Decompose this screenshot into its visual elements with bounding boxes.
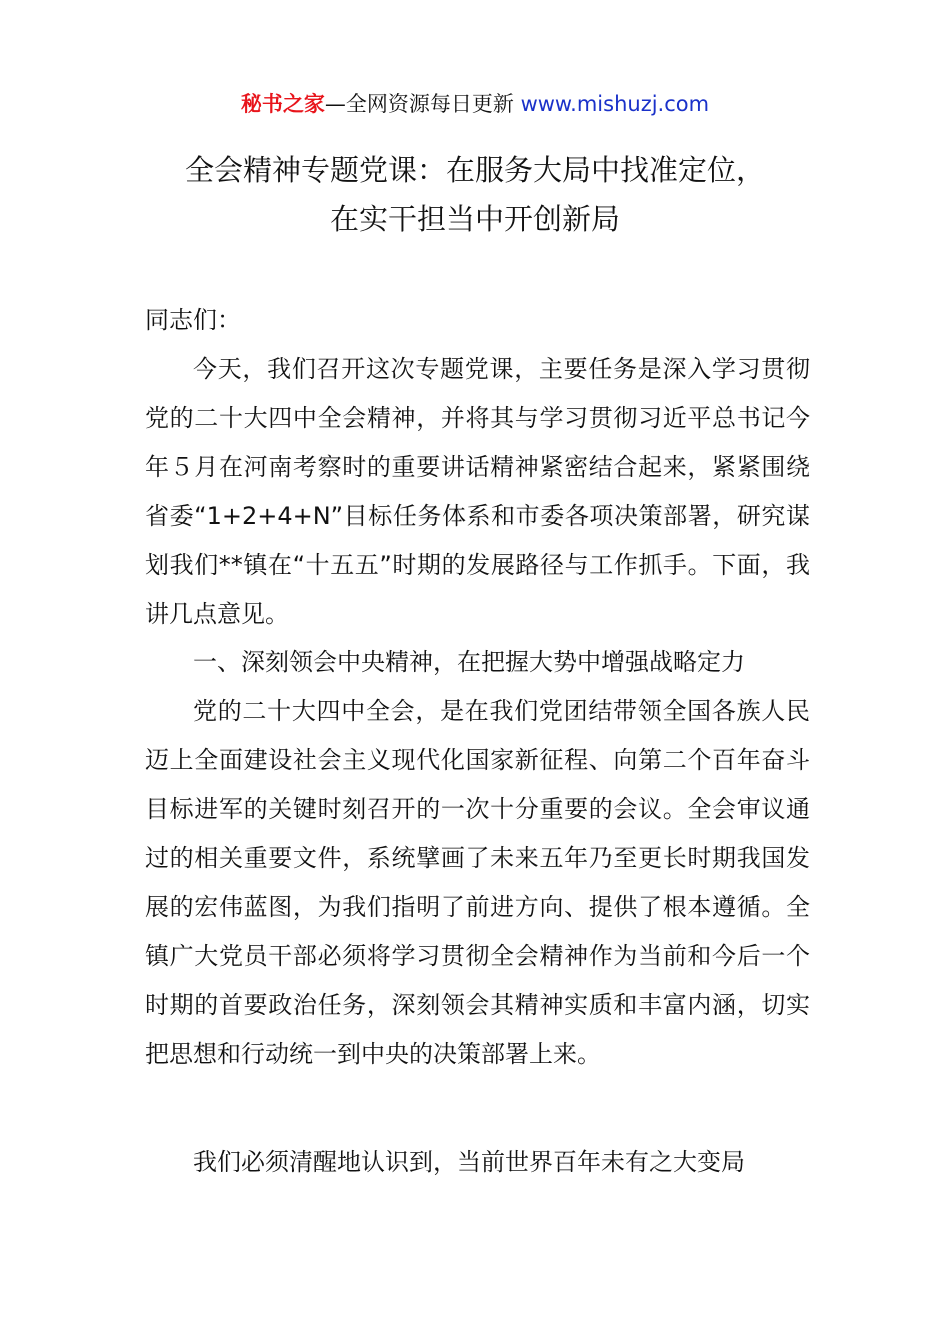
paragraph-1-text: 今天，我们召开这次专题党课，主要任务是深入学习贯彻党的二十大四中全会精神，并将其与学习贯彻习近平总书记今年５月在河南考察时的重要讲话精神紧密结合起来，紧紧围绕省委“1+2+4+N”目标任务体系和市委各项决策部署，研究谋划我们**镇在“十五五”时期的发展路径与工作抓手。下面，我讲几点意见。 <box>145 355 810 628</box>
header-slogan: —全网资源每日更新 <box>324 92 521 116</box>
brand-name: 秘书之家 <box>240 92 325 116</box>
paragraph-2 <box>145 687 810 1079</box>
site-header <box>0 86 950 122</box>
document-title-line-2: 在实干担当中开创新局 <box>329 202 620 236</box>
section-1-heading-text: 一、深刻领会中央精神，在把握大势中增强战略定力 <box>193 648 745 676</box>
site-url-link[interactable]: www.mishuzj.com <box>520 92 710 116</box>
document-title-line-1: 全会精神专题党课：在服务大局中找准定位， <box>184 153 765 187</box>
salutation-text: 同志们： <box>145 306 241 334</box>
paragraph-3 <box>145 1138 810 1187</box>
salutation <box>145 296 810 345</box>
paragraph-2-text: 党的二十大四中全会，是在我们党团结带领全国各族人民迈上全面建设社会主义现代化国家新征程、向第二个百年奋斗目标进军的关键时刻召开的一次十分重要的会议。全会审议通过的相关重要文件，系统擘画了未来五年乃至更长时期我国发展的宏伟蓝图，为我们指明了前进方向、提供了根本遵循。全镇广大党员干部必须将学习贯彻全会精神作为当前和今后一个时期的首要政治任务，深刻领会其精神实质和丰富内涵，切实把思想和行动统一到中央的决策部署上来。 <box>145 697 810 1068</box>
section-1-heading <box>145 638 810 687</box>
paragraph-1 <box>145 345 810 639</box>
paragraph-3-text: 我们必须清醒地认识到，当前世界百年未有之大变局 <box>193 1148 745 1176</box>
